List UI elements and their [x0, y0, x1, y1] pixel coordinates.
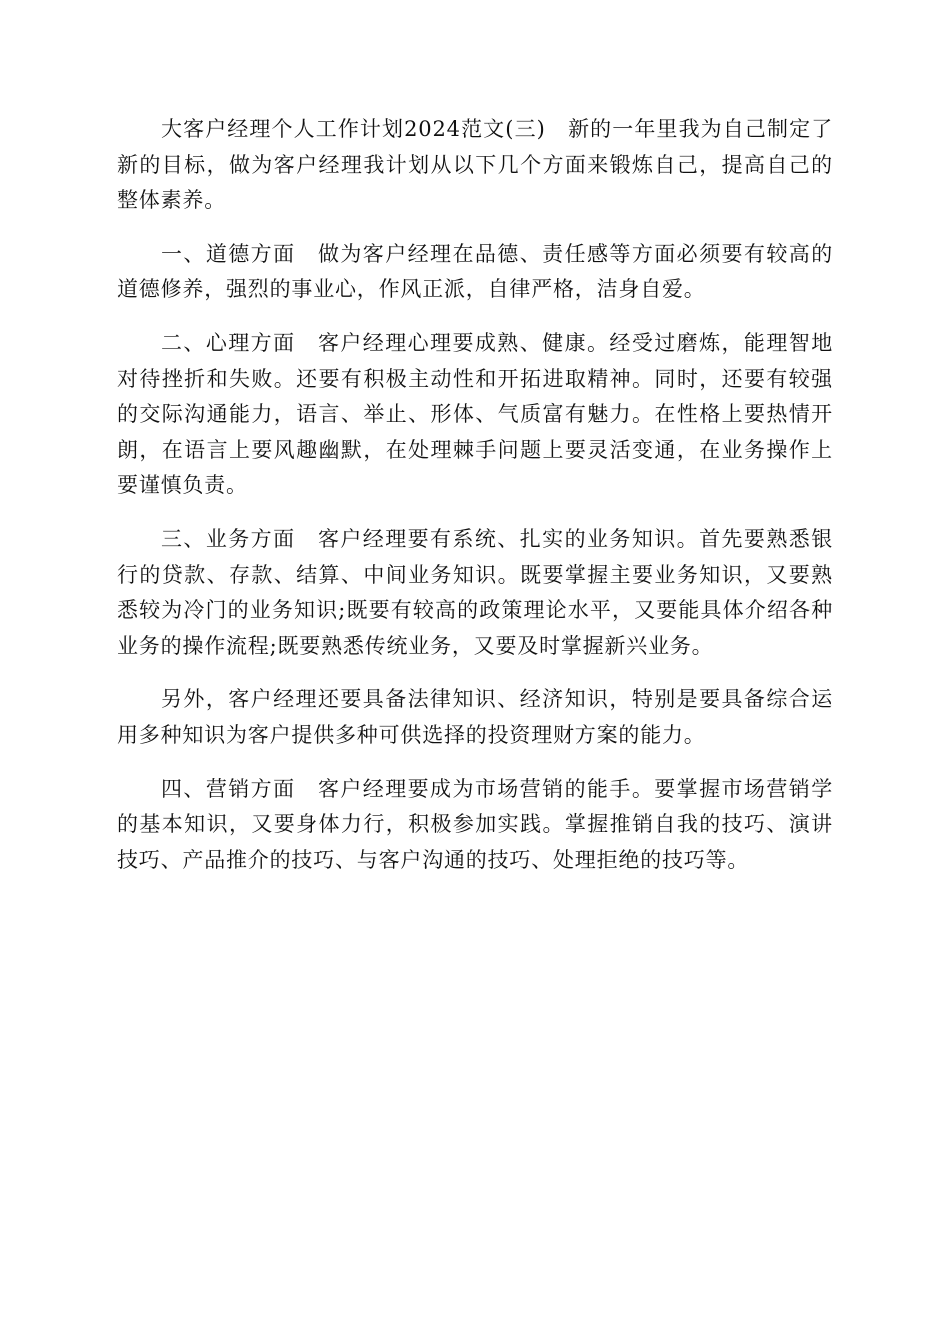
psychology-paragraph: 二、心理方面 客户经理心理要成熟、健康。经受过磨炼，能理智地对待挫折和失败。还要有积极主动性和开拓进取精神。同时，还要有较强的交际沟通能力，语言、举止、形体、气质富有魅力。在性格上要热情开朗，在语言上要风趣幽默，在处理棘手问题上要灵活变通，在业务操作上要谨慎负责。 — [117, 330, 833, 498]
additional-knowledge-paragraph: 另外，客户经理还要具备法律知识、经济知识，特别是要具备综合运用多种知识为客户提供多种可供选择的投资理财方案的能力。 — [117, 687, 833, 747]
intro-paragraph: 大客户经理个人工作计划2024范文(三) 新的一年里我为自己制定了新的目标，做为客户经理我计划从以下几个方面来锻炼自己，提高自己的整体素养。 — [117, 117, 833, 213]
marketing-paragraph: 四、营销方面 客户经理要成为市场营销的能手。要掌握市场营销学的基本知识，又要身体力行，积极参加实践。掌握推销自我的技巧、演讲技巧、产品推介的技巧、与客户沟通的技巧、处理拒绝的技巧等。 — [117, 776, 833, 872]
morality-paragraph: 一、道德方面 做为客户经理在品德、责任感等方面必须要有较高的道德修养，强烈的事业心，作风正派，自律严格，洁身自爱。 — [117, 241, 833, 302]
business-paragraph: 三、业务方面 客户经理要有系统、扎实的业务知识。首先要熟悉银行的贷款、存款、结算、中间业务知识。既要掌握主要业务知识，又要熟悉较为冷门的业务知识;既要有较高的政策理论水平，又要能具体介绍各种业务的操作流程;既要熟悉传统业务，又要及时掌握新兴业务。 — [117, 526, 833, 658]
document-body — [117, 112, 833, 896]
